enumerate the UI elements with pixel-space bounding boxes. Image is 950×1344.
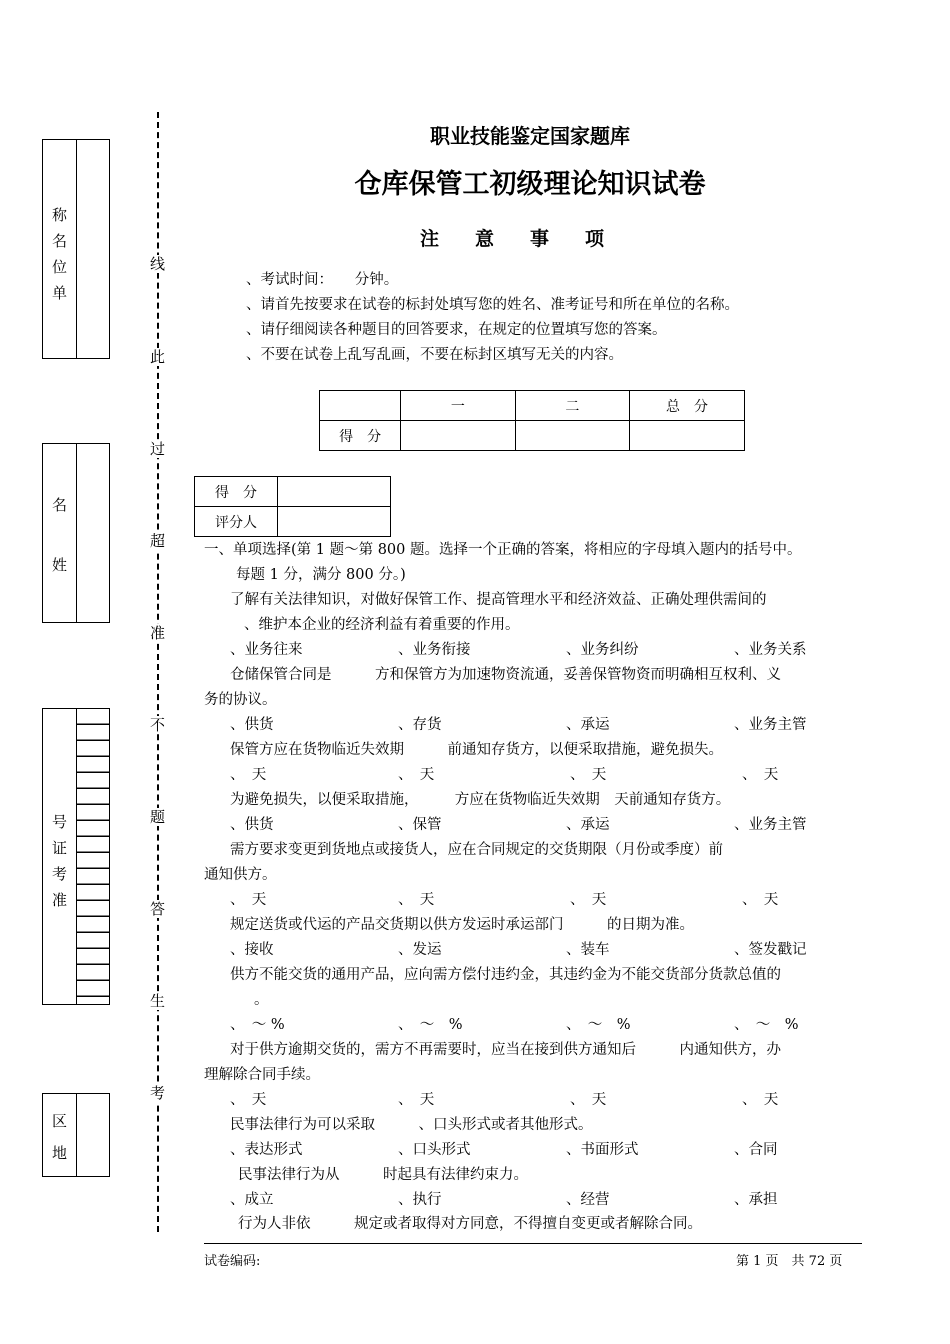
cut-line-char: 此 [150, 348, 166, 366]
option[interactable]: 、供货 [230, 717, 274, 733]
question-text: 保管方应在货物临近失效期 前通知存货方，以便采取措施，避免损失。 [230, 742, 723, 758]
cut-line-char: 准 [150, 624, 166, 642]
question-text: 通知供方。 [204, 867, 277, 883]
unit-label-char: 名 [51, 232, 67, 250]
option[interactable]: 、 天 [742, 767, 779, 783]
option[interactable]: 、口头形式 [398, 1142, 471, 1158]
option[interactable]: 、业务主管 [734, 717, 807, 733]
options-row [230, 763, 870, 788]
option[interactable]: 、承担 [734, 1192, 778, 1208]
grader-score-label: 得 分 [195, 477, 278, 507]
notice-item: 、考试时间： 分钟。 [246, 272, 399, 288]
question-text: 民事法律行为可以采取 、口头形式或者其他形式。 [230, 1117, 593, 1133]
option[interactable]: 、 天 [570, 767, 607, 783]
option[interactable]: 、合同 [734, 1142, 778, 1158]
seal-cut-line [157, 112, 159, 1232]
options-row [230, 813, 870, 838]
page-title: 仓库保管工初级理论知识试卷 [354, 169, 706, 200]
option[interactable]: 、 ～ % [398, 1017, 463, 1033]
option[interactable]: 、 天 [398, 1092, 435, 1108]
option[interactable]: 、 天 [398, 767, 435, 783]
name-label-char: 名 [51, 496, 67, 514]
option[interactable]: 、供货 [230, 817, 274, 833]
ticket-number-grid[interactable] [77, 709, 109, 1004]
cut-line-char: 过 [150, 440, 166, 458]
unit-label-char: 位 [51, 258, 67, 276]
cut-line-char: 答 [150, 900, 166, 918]
region-label-char: 区 [51, 1112, 67, 1130]
option[interactable]: 、业务纠纷 [566, 642, 639, 658]
grader-name-label: 评分人 [195, 507, 278, 537]
option[interactable]: 、发运 [398, 942, 442, 958]
option[interactable]: 、 ～ % [230, 1017, 285, 1033]
option[interactable]: 、 天 [230, 892, 267, 908]
score-cell[interactable] [515, 421, 629, 451]
notice-item: 、请仔细阅读各种题目的回答要求，在规定的位置填写您的答案。 [246, 322, 667, 338]
option[interactable]: 、业务衔接 [398, 642, 471, 658]
question-text: 民事法律行为从 时起具有法律约束力。 [238, 1167, 528, 1183]
cut-line-char: 考 [150, 1084, 166, 1102]
options-row [230, 713, 870, 738]
cut-line-char: 超 [150, 532, 166, 550]
option[interactable]: 、接收 [230, 942, 274, 958]
grader-table [194, 476, 391, 537]
grader-score-cell[interactable] [278, 477, 391, 507]
question-text: 。 [254, 992, 269, 1008]
unit-label-char: 单 [51, 284, 67, 302]
question-text: 行为人非依 规定或者取得对方同意，不得擅自变更或者解除合同。 [238, 1216, 702, 1232]
option[interactable]: 、 ～ % [566, 1017, 631, 1033]
score-table [319, 390, 745, 451]
footer-rule [204, 1243, 862, 1244]
option[interactable]: 、 天 [398, 892, 435, 908]
option[interactable]: 、 天 [742, 892, 779, 908]
option[interactable]: 、 天 [570, 892, 607, 908]
section-instructions: 每题 1 分，满分 800 分。) [236, 567, 406, 583]
score-header-cell: 总 分 [630, 391, 745, 421]
grader-name-cell[interactable] [278, 507, 391, 537]
question-text: 对于供方逾期交货的，需方不再需要时，应当在接到供方通知后 内通知供方，办 [230, 1042, 781, 1058]
options-row [230, 638, 870, 663]
options-row [230, 938, 870, 963]
question-text: 为避免损失，以便采取措施， 方应在货物临近失效期 天前通知存货方。 [230, 792, 731, 808]
options-row [230, 1013, 870, 1038]
option[interactable]: 、表达形式 [230, 1142, 303, 1158]
notice-list [246, 268, 739, 368]
region-label-char: 地 [51, 1144, 67, 1162]
ticket-label-char: 号 [51, 813, 67, 831]
page-number: 第 1 页 共 72 页 [736, 1254, 843, 1269]
option[interactable]: 、保管 [398, 817, 442, 833]
score-header-cell: 二 [515, 391, 629, 421]
option[interactable]: 、经营 [566, 1192, 610, 1208]
score-cell[interactable] [630, 421, 745, 451]
option[interactable]: 、承运 [566, 817, 610, 833]
cut-line-char: 题 [150, 808, 166, 826]
option[interactable]: 、业务关系 [734, 642, 807, 658]
cut-line-char: 不 [150, 716, 166, 734]
question-text: 理解除合同手续。 [204, 1067, 320, 1083]
options-row [230, 888, 870, 913]
option[interactable]: 、业务往来 [230, 642, 303, 658]
option[interactable]: 、 ～ % [734, 1017, 799, 1033]
ticket-label-char: 证 [51, 839, 67, 857]
unit-label-char: 称 [51, 206, 67, 224]
name-box [42, 443, 110, 623]
option[interactable]: 、存货 [398, 717, 442, 733]
options-row [230, 1088, 870, 1113]
question-text: 仓储保管合同是 方和保管方为加速物资流通，妥善保管物资而明确相互权利、义 [230, 667, 781, 683]
cut-line-char: 线 [150, 255, 166, 273]
question-text: 了解有关法律知识，对做好保管工作、提高管理水平和经济效益、正确处理供需间的 [230, 592, 767, 608]
option[interactable]: 、执行 [398, 1192, 442, 1208]
options-row [230, 1188, 870, 1213]
option[interactable]: 、书面形式 [566, 1142, 639, 1158]
option[interactable]: 、 天 [742, 1092, 779, 1108]
question-text: 需方要求变更到货地点或接货人，应在合同规定的交货期限（月份或季度）前 [230, 842, 723, 858]
notice-item: 、不要在试卷上乱写乱画，不要在标封区填写无关的内容。 [246, 347, 623, 363]
cut-line-char: 生 [150, 992, 166, 1010]
notice-heading: 注意事项 [419, 228, 640, 250]
question-text: 供方不能交货的通用产品，应向需方偿付违约金，其违约金为不能交货部分货款总值的 [230, 967, 781, 983]
question-text: 务的协议。 [204, 692, 277, 708]
option[interactable]: 、 天 [230, 1092, 267, 1108]
ticket-number-box [42, 708, 110, 1005]
option[interactable]: 、装车 [566, 942, 610, 958]
notice-item: 、请首先按要求在试卷的标封处填写您的姓名、准考证号和所在单位的名称。 [246, 297, 739, 313]
question-text: 规定送货或代运的产品交货期以供方发运时承运部门 的日期为准。 [230, 917, 694, 933]
question-text: 、维护本企业的经济利益有着重要的作用。 [244, 617, 520, 633]
paper-code-label: 试卷编码: [204, 1254, 261, 1269]
ticket-label-char: 准 [51, 891, 67, 909]
region-box [42, 1093, 110, 1177]
option[interactable]: 、成立 [230, 1192, 274, 1208]
name-label-char: 姓 [51, 556, 67, 574]
score-row-label: 得 分 [320, 421, 401, 451]
option[interactable]: 、签发戳记 [734, 942, 807, 958]
option[interactable]: 、承运 [566, 717, 610, 733]
page-supertitle: 职业技能鉴定国家题库 [430, 124, 630, 148]
ticket-label-char: 考 [51, 865, 67, 883]
options-row [230, 1138, 870, 1163]
score-header-cell [320, 391, 401, 421]
score-cell[interactable] [401, 421, 515, 451]
option[interactable]: 、业务主管 [734, 817, 807, 833]
section-instructions: 一、单项选择(第 1 题～第 800 题。选择一个正确的答案，将相应的字母填入题内的括号中。 [204, 542, 802, 558]
score-header-cell: 一 [401, 391, 515, 421]
option[interactable]: 、 天 [570, 1092, 607, 1108]
option[interactable]: 、 天 [230, 767, 267, 783]
